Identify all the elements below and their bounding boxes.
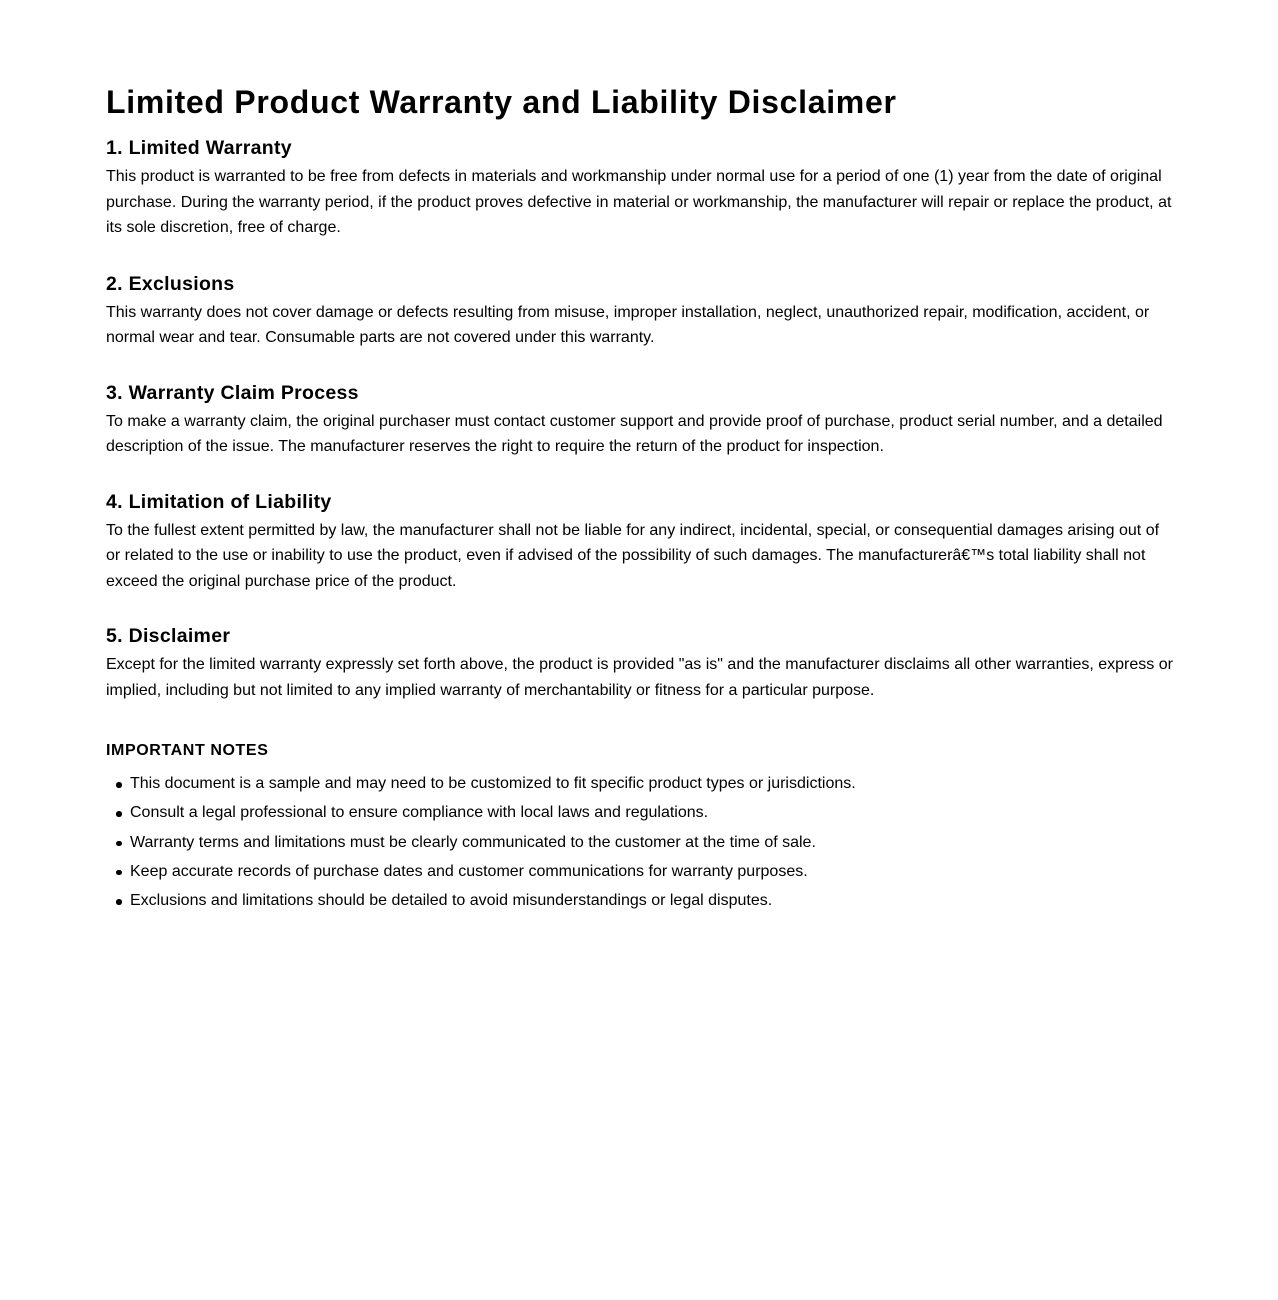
list-item: Consult a legal professional to ensure compliance with local laws and regulations. — [130, 803, 1176, 823]
section-warranty-claim-process — [106, 380, 1176, 460]
section-body: Except for the limited warranty expressly set forth above, the product is provided "as is" and the manufacturer disclaims all other warranties, express or implied, including but not limited to any implied warranty of merchantability or fitness for a particular purpose. — [106, 656, 1173, 699]
section-exclusions — [106, 271, 1176, 351]
important-notes-list — [106, 774, 1176, 911]
section-body: This product is warranted to be free from defects in materials and workmanship under normal use for a period of one (1) year from the date of original purchase. During the warranty period, if the product proves defective in material or workmanship, the manufacturer will repair or replace the product, at its sole discretion, free of charge. — [106, 168, 1172, 236]
document-title: Limited Product Warranty and Liability Disclaimer — [106, 84, 897, 120]
section-body: This warranty does not cover damage or defects resulting from misuse, improper installation, neglect, unauthorized repair, modification, accident, or normal wear and tear. Consumable parts are not covered under this warranty. — [106, 303, 1150, 346]
list-item: Keep accurate records of purchase dates and customer communications for warranty purposes. — [130, 862, 1176, 882]
list-item: This document is a sample and may need to be customized to fit specific product types or jurisdictions. — [130, 774, 1176, 794]
section-limited-warranty — [106, 135, 1176, 241]
section-limitation-of-liability — [106, 489, 1176, 595]
section-heading: 1. Limited Warranty — [106, 137, 292, 159]
section-disclaimer — [106, 623, 1176, 703]
section-heading: 3. Warranty Claim Process — [106, 381, 359, 404]
section-heading: 4. Limitation of Liability — [106, 490, 332, 513]
section-body: To the fullest extent permitted by law, the manufacturer shall not be liable for any indirect, incidental, special, or consequential damages arising out of or related to the use or inability to use the product, even if advised of the possibility of such damages. The manufacturerâ€™s total liability shall not exceed the original purchase price of the product. — [106, 521, 1160, 590]
important-notes-heading: IMPORTANT NOTES — [106, 742, 269, 759]
section-body: To make a warranty claim, the original purchaser must contact customer support and provide proof of purchase, product serial number, and a detailed description of the issue. The manufacturer reserves the right to require the return of the product for inspection. — [106, 412, 1163, 455]
section-heading: 2. Exclusions — [106, 272, 235, 295]
section-heading: 5. Disclaimer — [106, 625, 231, 647]
list-item: Warranty terms and limitations must be clearly communicated to the customer at the time of sale. — [130, 833, 1176, 853]
list-item: Exclusions and limitations should be detailed to avoid misunderstandings or legal disputes. — [130, 891, 1176, 911]
